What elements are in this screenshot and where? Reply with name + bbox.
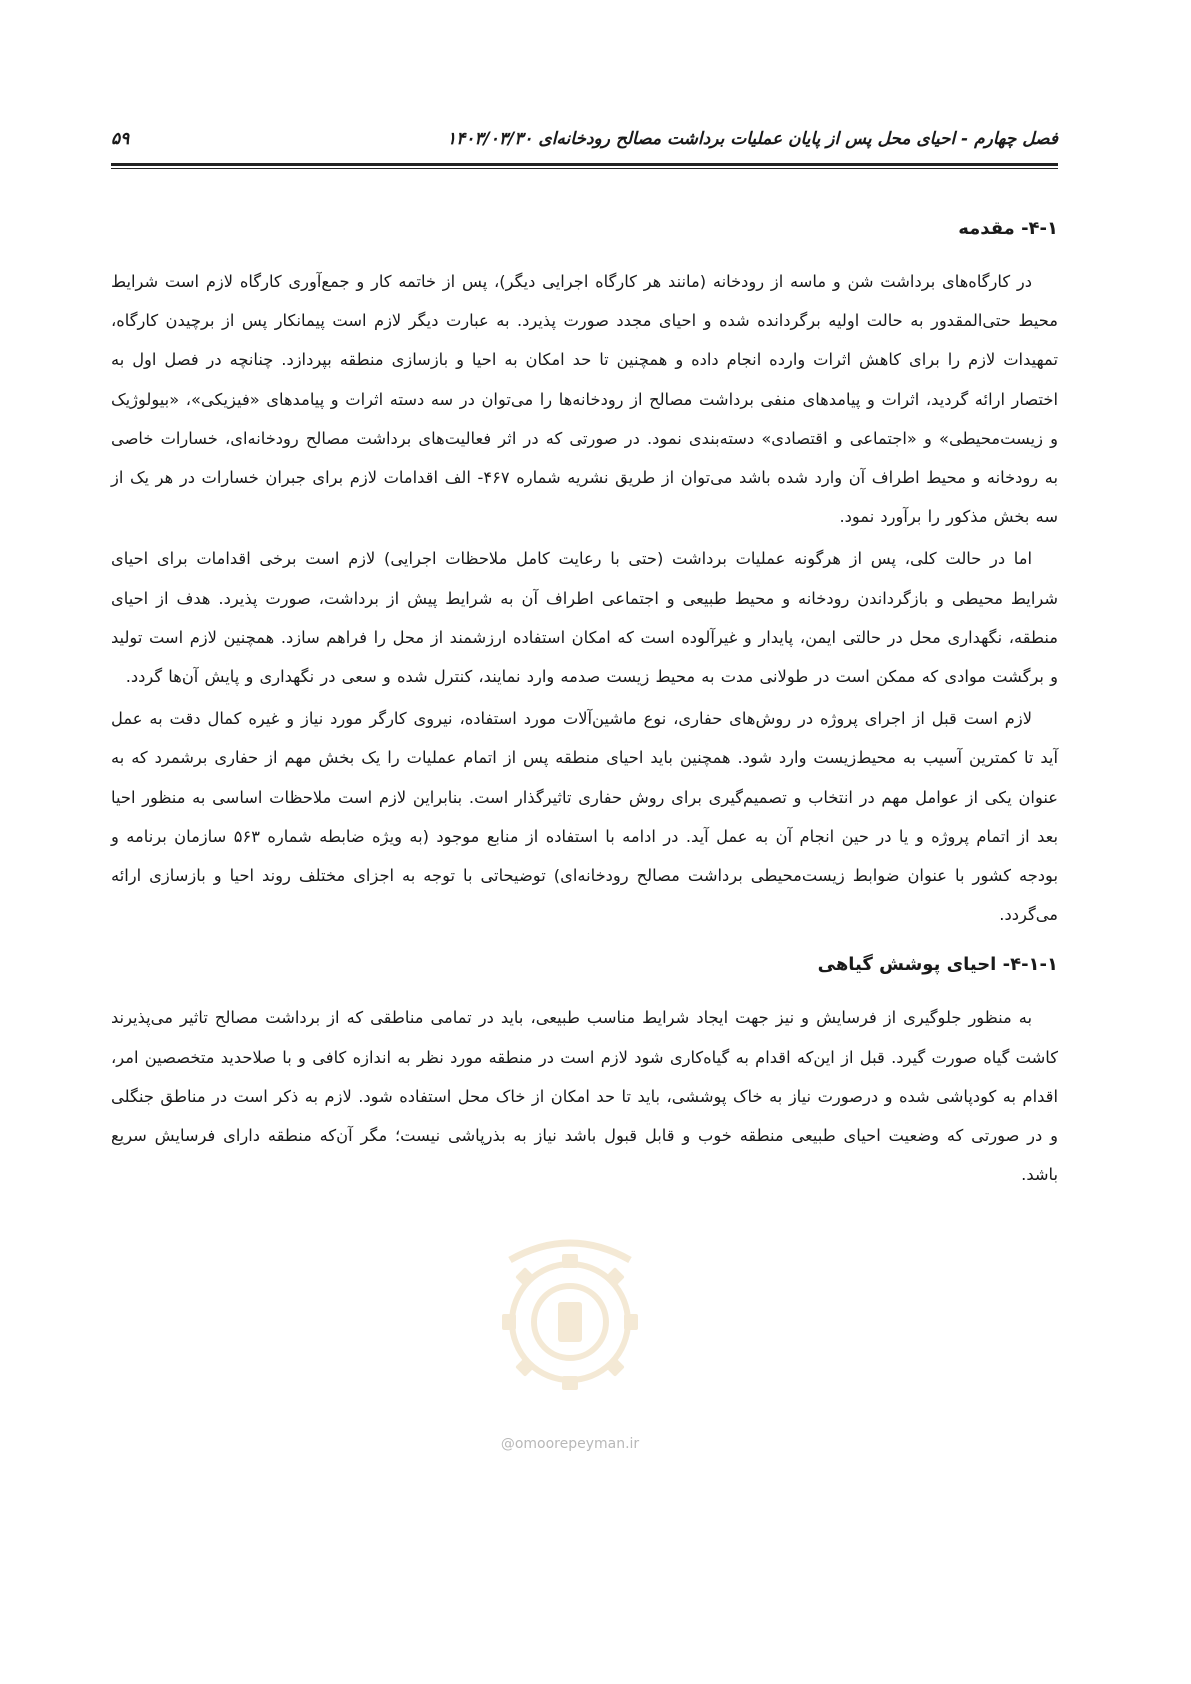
section-introduction: [111, 212, 1058, 934]
page-number: ۵۹: [111, 129, 130, 149]
section-heading-introduction: ۴-۱- مقدمه: [958, 218, 1058, 239]
paragraph-intro-1: در کارگاه‌های برداشت شن و ماسه از رودخانه (مانند هر کارگاه اجرایی دیگر)، پس از خاتمه کار و جمع‌آوری کارگاه لازم است شرایط محیط حتی‌المقدور به حالت اولیه برگردانده شده و احیای مجدد صورت پذیرد. به عبارت دیگر لازم است پیمانکار پس از برچیدن کارگاه، تمهیدات لازم را برای کاهش اثرات وارده انجام داده و همچنین تا حد امکان به احیا و بازسازی منطقه بپردازد. چنانچه در فصل اول به اختصار ارائه گردید، اثرات و پیامدهای منفی برداشت مصالح از رودخانه‌ها را می‌توان در سه دسته اثرات و پیامدهای «فیزیکی»، «بیولوژیک و زیست‌محیطی» و «اجتماعی و اقتصادی» دسته‌بندی نمود. در صورتی که در اثر فعالیت‌های برداشت مصالح رودخانه‌ای، خسارات خاصی به رودخانه و محیط اطراف آن وارد شده باشد می‌توان از طریق نشریه شماره ۴۶۷- الف اقدامات لازم برای جبران خسارات در هر یک از سه بخش مذکور را برآورد نمود.: [111, 272, 1058, 527]
watermark-logo: [470, 1230, 670, 1440]
section-vegetation-restoration: [111, 948, 1058, 1194]
paragraph-intro-3: لازم است قبل از اجرای پروژه در روش‌های حفاری، نوع ماشین‌آلات مورد استفاده، نیروی کارگر مورد نیاز و غیره کمال دقت به عمل آید تا کمترین آسیب به محیط‌زیست وارد شود. همچنین باید احیای منطقه پس از اتمام عملیات را یک بخش مهم از حفاری برشمرد که به عنوان یکی از عوامل مهم در انتخاب و تصمیم‌گیری برای روش حفاری تاثیرگذار است. بنابراین لازم است ملاحظات اساسی به منظور احیا بعد از اتمام پروژه و یا در حین انجام آن به عمل آید. در ادامه با استفاده از منابع موجود (به ویژه ضابطه شماره ۵۶۳ سازمان برنامه و بودجه کشور با عنوان ضوابط زیست‌محیطی برداشت مصالح رودخانه‌ای) توضیحاتی با توجه به اجزای مختلف روند احیا و بازسازی ارائه می‌گردد.: [111, 709, 1059, 925]
running-header-title: فصل چهارم - احیای محل پس از پایان عملیات برداشت مصالح رودخانه‌ای ۱۴۰۳/۰۳/۳۰: [447, 129, 1058, 149]
section-heading-vegetation: ۴-۱-۱- احیای پوشش گیاهی: [817, 954, 1058, 976]
page-header: [111, 126, 1058, 152]
paragraph-intro-2: اما در حالت کلی، پس از هرگونه عملیات برداشت (حتی با رعایت کامل ملاحظات اجرایی) لازم است برخی اقدامات برای احیای شرایط محیطی و بازگرداندن رودخانه و محیط طبیعی و اجتماعی اطراف آن به شرایط پیش از برداشت، صورت پذیرد. هدف از احیای منطقه، نگهداری محل در حالتی ایمن، پایدار و غیرآلوده است که امکان استفاده ارزشمند از محل را فراهم سازد. همچنین لازم است تولید و برگشت موادی که ممکن است در طولانی مدت به محیط زیست صدمه وارد نمایند، کنترل شده و سعی در نگهداری و پایش آن‌ها گردد.: [111, 549, 1058, 687]
paragraph-vegetation-1: به منظور جلوگیری از فرسایش و نیز جهت ایجاد شرایط مناسب طبیعی، باید در تمامی مناطقی که از برداشت مصالح تاثیر می‌پذیرند کاشت گیاه صورت گیرد. قبل از این‌که اقدام به گیاه‌کاری شود لازم است در منطقه مورد نظر به اندازه کافی و با صلاحدید متخصصین امر، اقدام به کودپاشی شده و درصورت نیاز به خاک پوششی، باید تا حد امکان از خاک محل استفاده شود. لازم به ذکر است در مناطق جنگلی و در صورتی که وضعیت احیای طبیعی منطقه خوب و قابل قبول باشد نیاز به بذرپاشی نیست؛ مگر آن‌که منطقه دارای فرسایش سریع باشد.: [111, 1008, 1058, 1185]
gear-emblem-icon: [470, 1230, 670, 1408]
watermark-url: @omoorepeyman.ir: [500, 1436, 640, 1452]
header-divider: [111, 163, 1058, 166]
document-body: [111, 212, 1058, 1197]
